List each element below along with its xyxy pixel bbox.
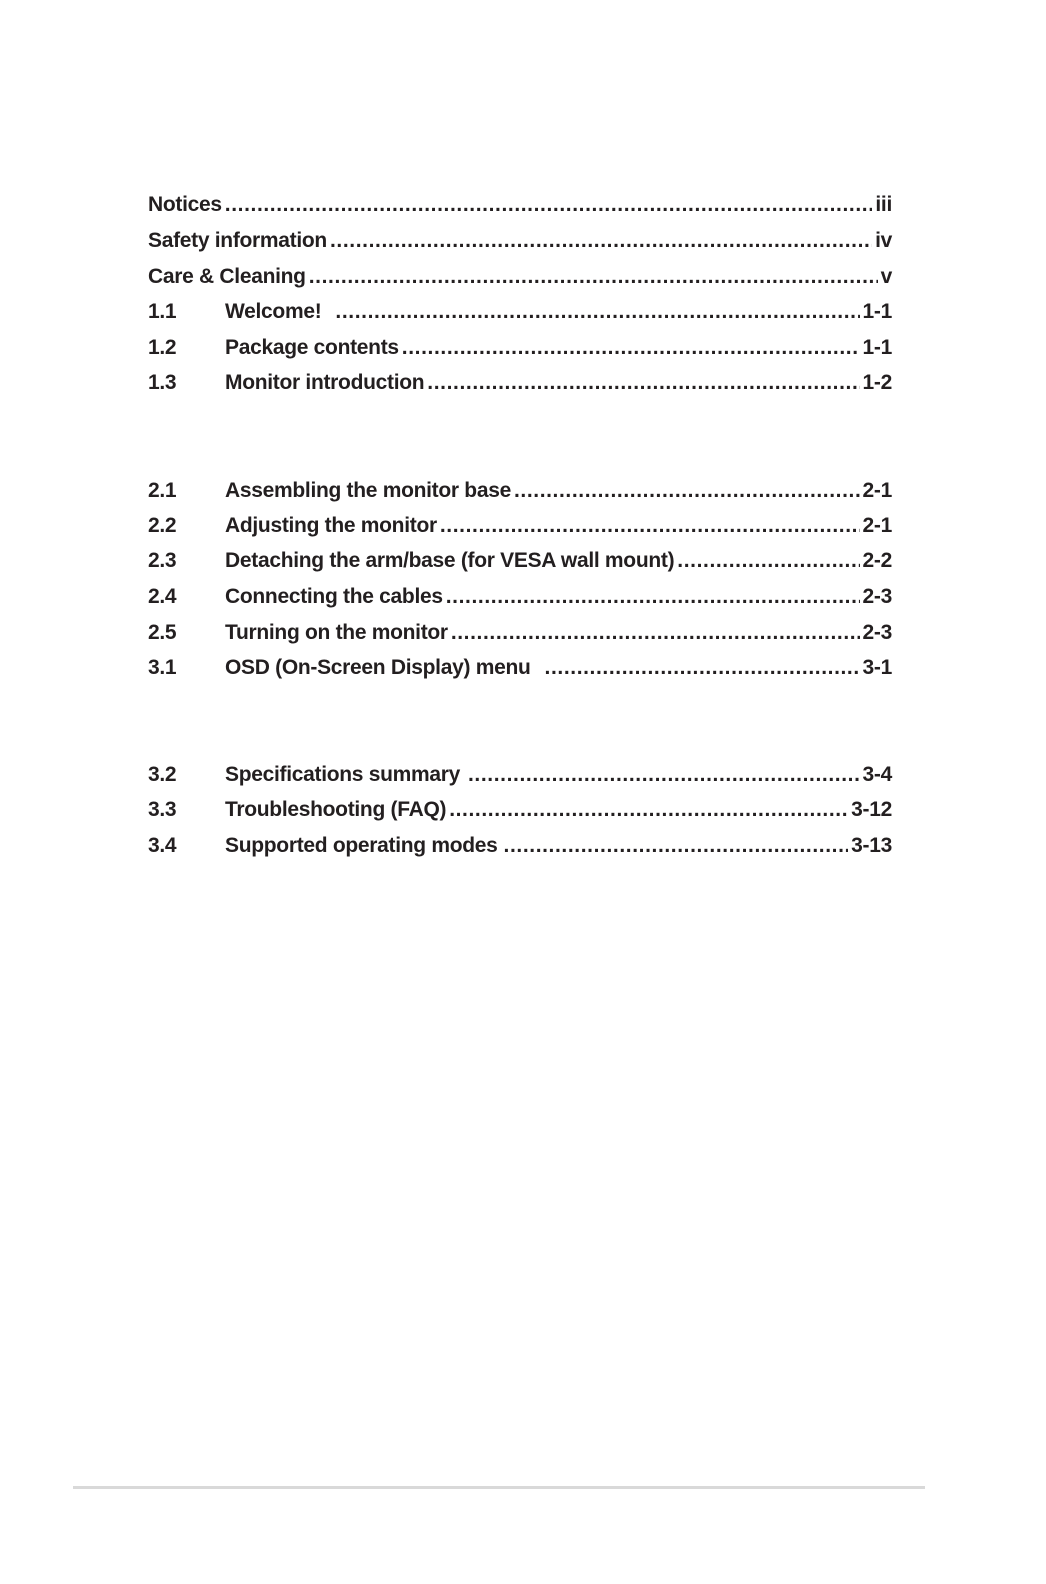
toc-entry-title: Care & Cleaning (148, 265, 306, 288)
toc-dot-leader (427, 368, 859, 398)
toc-entry-number: 1.3 (148, 371, 177, 394)
toc-entry-title: Assembling the monitor base (225, 479, 511, 502)
toc-entry-title: Supported operating modes (225, 834, 498, 857)
toc-entry-title: Detaching the arm/base (for VESA wall mount) (225, 549, 675, 572)
toc-entry-title: Package contents (225, 336, 399, 359)
toc-entry-page: 3-4 (862, 763, 892, 786)
toc-entry-page: 2-3 (862, 585, 892, 608)
toc-entry-3-2[interactable] (148, 760, 892, 790)
toc-entry-2-3[interactable] (148, 546, 892, 576)
toc-dot-leader (468, 760, 860, 790)
toc-entry-page: 2-2 (862, 549, 892, 572)
toc-entry-page: 1-1 (862, 336, 892, 359)
toc-entry-2-4[interactable] (148, 582, 892, 612)
toc-entry-title: Specifications summary (225, 763, 460, 786)
toc-dot-leader (402, 333, 860, 363)
toc-entry-number: 2.4 (148, 585, 177, 608)
toc-entry-page: iii (875, 193, 892, 216)
footer-divider (73, 1486, 925, 1489)
toc-dot-leader (677, 546, 859, 576)
toc-entry-title: Adjusting the monitor (225, 514, 437, 537)
toc-entry-title: Monitor introduction (225, 371, 425, 394)
toc-entry-number: 3.1 (148, 656, 177, 679)
toc-entry-number: 2.2 (148, 514, 177, 537)
toc-dot-leader (309, 262, 878, 292)
toc-entry-title: Troubleshooting (FAQ) (225, 798, 447, 821)
toc-entry-page: 2-1 (862, 514, 892, 537)
toc-entry-1-2[interactable] (148, 333, 892, 363)
toc-dot-leader (440, 511, 860, 541)
toc-entry-3-3[interactable] (148, 795, 892, 825)
toc-entry-page: 3-12 (851, 798, 892, 821)
toc-entry-title: Turning on the monitor (225, 621, 448, 644)
toc-dot-leader (225, 190, 873, 220)
toc-entry-safety-information[interactable] (148, 226, 892, 256)
toc-dot-leader (451, 618, 860, 648)
toc-entry-page: iv (875, 229, 892, 252)
toc-entry-number: 2.3 (148, 549, 177, 572)
toc-entry-title: Connecting the cables (225, 585, 443, 608)
toc-entry-3-4[interactable] (148, 831, 892, 861)
toc-entry-page: 3-1 (862, 656, 892, 679)
toc-entry-title: OSD (On-Screen Display) menu (225, 656, 531, 679)
toc-dot-leader (514, 476, 860, 506)
toc-dot-leader (330, 226, 872, 256)
toc-entry-3-1[interactable] (148, 653, 892, 683)
toc-entry-care-cleaning[interactable] (148, 262, 892, 292)
toc-entry-2-2[interactable] (148, 511, 892, 541)
toc-entry-page: 1-1 (862, 300, 892, 323)
toc-dot-leader (335, 297, 859, 327)
toc-entry-page: 2-1 (862, 479, 892, 502)
toc-entry-title: Welcome! (225, 300, 322, 323)
toc-entry-page: 2-3 (862, 621, 892, 644)
toc-entry-page: v (880, 265, 892, 288)
toc-entry-number: 1.2 (148, 336, 177, 359)
toc-entry-title: Safety information (148, 229, 327, 252)
toc-entry-page: 1-2 (862, 371, 892, 394)
toc-entry-number: 2.1 (148, 479, 177, 502)
toc-entry-2-1[interactable] (148, 476, 892, 506)
toc-dot-leader (545, 653, 860, 683)
toc-entry-2-5[interactable] (148, 618, 892, 648)
toc-entry-number: 3.4 (148, 834, 177, 857)
toc-entry-number: 3.2 (148, 763, 177, 786)
toc-entry-number: 1.1 (148, 300, 177, 323)
toc-entry-page: 3-13 (851, 834, 892, 857)
toc-entry-1-3[interactable] (148, 368, 892, 398)
toc-entry-1-1[interactable] (148, 297, 892, 327)
toc-entry-title: Notices (148, 193, 222, 216)
toc-entry-number: 2.5 (148, 621, 177, 644)
toc-entry-notices[interactable] (148, 190, 892, 220)
toc-dot-leader (449, 795, 848, 825)
toc-entry-number: 3.3 (148, 798, 177, 821)
toc-dot-leader (504, 831, 849, 861)
toc-dot-leader (446, 582, 860, 612)
